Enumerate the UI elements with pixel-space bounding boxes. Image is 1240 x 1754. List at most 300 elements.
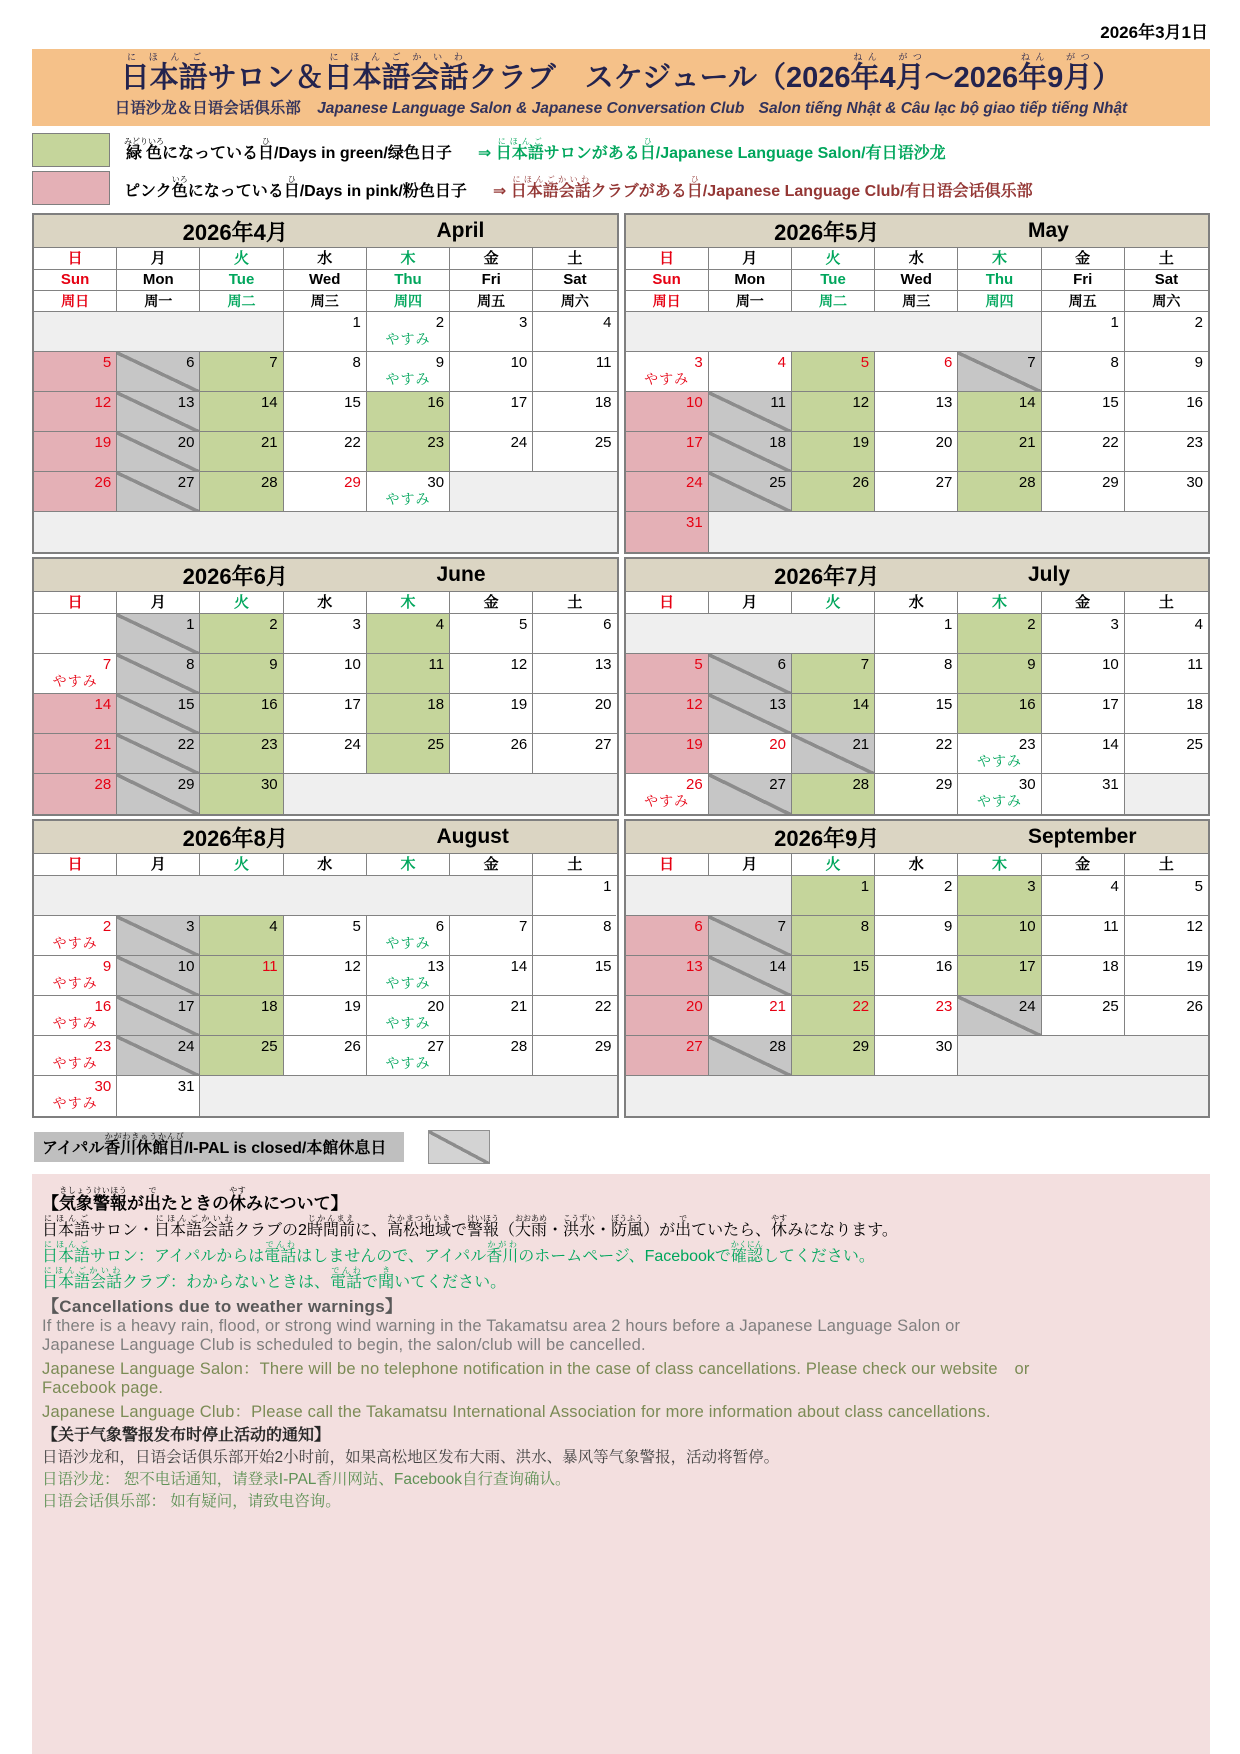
weekday-label: 金 <box>1042 248 1125 270</box>
weekday-label: 土 <box>533 248 616 270</box>
closed-day-cell <box>709 654 792 694</box>
week-row <box>626 956 1209 996</box>
weekday-label: Sat <box>533 270 616 291</box>
week-row <box>626 392 1209 432</box>
day-number: 24 <box>1018 998 1036 1016</box>
day-number: 14 <box>769 958 786 976</box>
day-cell <box>875 916 958 956</box>
day-cell <box>284 1036 367 1076</box>
weekday-label: Thu <box>958 270 1041 291</box>
empty-cells <box>958 1036 1208 1076</box>
empty-cells <box>626 312 1042 352</box>
day-number: 6 <box>186 354 195 372</box>
day-number: 9 <box>1194 354 1203 372</box>
day-cell <box>1042 916 1125 956</box>
weekday-label: 月 <box>709 592 792 614</box>
weather-note-body1-en: If there is a heavy rain, flood, or strong wind warning in the Takamatsu area 2 hours before a Japanese Language Salon or <box>42 1317 961 1336</box>
closed-day-cell <box>117 352 200 392</box>
weekday-label: Tue <box>792 270 875 291</box>
weekday-label: 周六 <box>1125 291 1208 312</box>
day-cell <box>34 916 117 956</box>
weekday-header-row <box>34 270 617 291</box>
day-number: 11 <box>1103 918 1119 936</box>
day-cell <box>200 432 283 472</box>
weekday-header-row <box>626 854 1209 876</box>
day-cell <box>792 774 875 814</box>
pink-day-swatch <box>32 171 110 205</box>
weekday-label: 月 <box>117 854 200 876</box>
day-number: 20 <box>594 696 612 714</box>
empty-cells <box>626 876 792 916</box>
day-number: 13 <box>686 958 703 976</box>
day-cell <box>533 734 616 774</box>
day-cell <box>450 312 533 352</box>
weather-note-club-cn: 日语会话俱乐部： 如有疑问，请致电咨询。 <box>42 1493 341 1511</box>
week-row <box>34 734 617 774</box>
weekday-label: Fri <box>450 270 533 291</box>
day-number: 4 <box>435 616 445 634</box>
day-cell <box>1125 916 1208 956</box>
day-cell <box>958 956 1041 996</box>
week-row <box>34 956 617 996</box>
day-cell <box>533 916 616 956</box>
calendar-may <box>624 213 1211 554</box>
week-row <box>626 654 1209 694</box>
day-number: 27 <box>177 474 195 492</box>
day-number: 7 <box>518 918 528 936</box>
notes-section <box>32 1174 1210 1754</box>
day-number: 12 <box>852 394 870 412</box>
month-title-en: May <box>1028 219 1069 243</box>
day-number: 9 <box>435 354 445 372</box>
weekday-label: Sun <box>34 270 117 291</box>
weekday-label: 火 <box>200 854 283 876</box>
day-cell <box>367 312 450 352</box>
day-number: 19 <box>686 736 703 754</box>
day-number: 4 <box>777 354 786 372</box>
day-cell <box>792 1036 875 1076</box>
yasumi-note: やすみ <box>52 1015 98 1032</box>
calendar-september <box>624 819 1211 1118</box>
day-cell <box>367 1036 450 1076</box>
day-cell <box>450 432 533 472</box>
day-number: 2 <box>435 314 445 332</box>
day-cell <box>34 352 117 392</box>
closed-day-cell <box>117 694 200 734</box>
day-cell <box>875 472 958 512</box>
calendar-april <box>32 213 619 554</box>
day-cell <box>367 694 450 734</box>
closed-day-cell <box>117 392 200 432</box>
day-cell <box>626 512 709 552</box>
legend <box>32 133 1210 205</box>
day-number: 14 <box>1018 394 1036 412</box>
day-cell <box>34 1076 117 1116</box>
week-row <box>34 1076 617 1116</box>
day-cell <box>958 614 1041 654</box>
day-number: 9 <box>944 918 953 936</box>
day-cell <box>1042 312 1125 352</box>
day-number: 12 <box>686 696 703 714</box>
empty-cells <box>34 512 617 552</box>
day-cell <box>875 432 958 472</box>
day-cell <box>367 352 450 392</box>
day-cell <box>1042 734 1125 774</box>
day-number: 8 <box>860 918 870 936</box>
day-cell <box>958 734 1041 774</box>
week-row <box>34 512 617 552</box>
day-number: 26 <box>510 736 528 754</box>
empty-cells <box>200 1076 616 1116</box>
week-row <box>34 614 617 654</box>
day-cell <box>284 734 367 774</box>
day-cell <box>1125 734 1208 774</box>
weekday-label: 木 <box>958 854 1041 876</box>
closed-day-cell <box>117 996 200 1036</box>
weekday-label: 火 <box>792 592 875 614</box>
day-cell <box>626 956 709 996</box>
day-number: 31 <box>177 1078 195 1096</box>
weekday-label: 周四 <box>958 291 1041 312</box>
month-title-en: August <box>436 825 509 849</box>
closed-day-cell <box>709 392 792 432</box>
day-cell <box>1125 694 1208 734</box>
day-cell <box>626 432 709 472</box>
day-cell <box>367 916 450 956</box>
day-number: 31 <box>686 514 703 532</box>
day-number: 18 <box>427 696 445 714</box>
day-cell <box>533 996 616 1036</box>
day-number: 1 <box>186 616 195 634</box>
day-number: 10 <box>510 354 528 372</box>
weekday-label: 日 <box>626 854 709 876</box>
day-number: 10 <box>1018 918 1036 936</box>
day-number: 18 <box>769 434 786 452</box>
day-number: 17 <box>344 696 361 714</box>
empty-cells <box>1125 774 1208 814</box>
day-cell <box>34 1036 117 1076</box>
weather-note-heading-cn: 【关于气象警报发布时停止活动的通知】 <box>42 1427 331 1445</box>
weekday-label: 木 <box>367 592 450 614</box>
empty-cells <box>626 1076 1209 1116</box>
day-number: 21 <box>1018 434 1036 452</box>
day-number: 9 <box>269 656 278 674</box>
day-number: 20 <box>177 434 195 452</box>
closed-day-cell <box>709 956 792 996</box>
day-number: 24 <box>510 434 528 452</box>
week-row <box>626 614 1209 654</box>
day-cell <box>792 654 875 694</box>
weather-note-club-jp: 日本語会話にほんごかいわクラブ：わからないときは、電話でんわで聞きいてください。 <box>42 1266 507 1292</box>
weekday-label: 月 <box>709 248 792 270</box>
week-row <box>626 734 1209 774</box>
day-number: 4 <box>269 918 278 936</box>
day-number: 13 <box>427 958 445 976</box>
day-number: 19 <box>94 434 112 452</box>
day-number: 5 <box>694 656 703 674</box>
weather-note-body2-en: Japanese Language Club is scheduled to begin, the salon/club will be cancelled. <box>42 1336 646 1355</box>
day-number: 23 <box>427 434 445 452</box>
day-cell <box>117 1076 200 1116</box>
day-cell <box>1125 956 1208 996</box>
day-number: 15 <box>594 958 612 976</box>
day-number: 5 <box>518 616 528 634</box>
day-number: 5 <box>860 354 870 372</box>
day-number: 30 <box>1018 776 1036 794</box>
subtitle-chinese: 日语沙龙＆日语会话俱乐部 <box>114 100 301 118</box>
day-cell <box>875 734 958 774</box>
day-number: 25 <box>594 434 612 452</box>
weekday-label: 周日 <box>34 291 117 312</box>
day-cell <box>284 614 367 654</box>
day-cell <box>1042 392 1125 432</box>
day-cell <box>626 694 709 734</box>
weekday-label: 水 <box>875 592 958 614</box>
weekday-label: Tue <box>200 270 283 291</box>
day-number: 11 <box>1187 656 1203 674</box>
day-cell <box>200 472 283 512</box>
day-cell <box>1125 614 1208 654</box>
day-number: 13 <box>935 394 953 412</box>
weekday-label: 周日 <box>626 291 709 312</box>
weekday-header-row <box>34 592 617 614</box>
day-number: 29 <box>935 776 953 794</box>
day-cell <box>1125 472 1208 512</box>
weather-note-body-cn: 日语沙龙和，日语会话俱乐部开始2小时前，如果高松地区发布大雨、洪水、暴风等气象警报，活动将暂停。 <box>42 1449 780 1467</box>
day-number: 20 <box>686 998 703 1016</box>
day-number: 24 <box>344 736 361 754</box>
closed-day-cell <box>709 916 792 956</box>
weekday-header-row <box>626 270 1209 291</box>
day-number: 27 <box>686 1038 703 1056</box>
day-number: 2 <box>1194 314 1203 332</box>
week-row <box>626 432 1209 472</box>
day-cell <box>284 694 367 734</box>
day-cell <box>34 432 117 472</box>
day-number: 23 <box>1186 434 1203 452</box>
yasumi-note: やすみ <box>976 793 1022 810</box>
day-cell <box>533 1036 616 1076</box>
day-number: 29 <box>594 1038 612 1056</box>
day-number: 11 <box>770 394 786 412</box>
yasumi-note: やすみ <box>52 975 98 992</box>
day-number: 29 <box>177 776 195 794</box>
day-number: 19 <box>344 998 361 1016</box>
day-cell <box>367 734 450 774</box>
day-number: 7 <box>860 656 870 674</box>
day-cell <box>1125 996 1208 1036</box>
day-cell <box>367 614 450 654</box>
closed-day-cell <box>958 996 1041 1036</box>
day-cell <box>367 956 450 996</box>
day-cell <box>792 956 875 996</box>
day-cell <box>875 1036 958 1076</box>
day-number: 8 <box>186 656 195 674</box>
closed-day-cell <box>792 734 875 774</box>
legend-desc-club: ⇒ 日本語会話にほんごかいわクラブがある日ひ/Japanese Language Club/有日语会话俱乐部 <box>492 175 1033 201</box>
day-number: 12 <box>510 656 528 674</box>
day-number: 8 <box>944 656 953 674</box>
weekday-label: 日 <box>626 248 709 270</box>
day-cell <box>875 876 958 916</box>
day-number: 4 <box>603 314 612 332</box>
day-number: 3 <box>186 918 195 936</box>
day-number: 3 <box>694 354 703 372</box>
month-title-jp: 2026年4月 <box>182 219 288 245</box>
day-number: 23 <box>94 1038 112 1056</box>
day-cell <box>626 392 709 432</box>
day-number: 14 <box>1102 736 1119 754</box>
day-number: 10 <box>686 394 703 412</box>
day-number: 9 <box>102 958 112 976</box>
day-cell <box>284 472 367 512</box>
day-cell <box>533 876 616 916</box>
closed-day-cell <box>709 472 792 512</box>
day-number: 2 <box>102 918 112 936</box>
day-cell <box>1042 956 1125 996</box>
day-cell <box>958 432 1041 472</box>
weather-note-salon-jp: 日本語にほんごサロン：アイパルからは電話でんわはしませんので、アイパル香川かがわのホームページ、Facebookで確認かくにんしてください。 <box>42 1240 875 1266</box>
day-number: 23 <box>1018 736 1036 754</box>
day-number: 20 <box>427 998 445 1016</box>
day-number: 26 <box>344 1038 361 1056</box>
weather-note-salon-cn: 日语沙龙： 恕不电话通知，请登录I-PAL香川网站、Facebook自行查询确认。 <box>42 1471 571 1489</box>
day-cell <box>1125 876 1208 916</box>
day-cell <box>200 1036 283 1076</box>
weekday-label: 日 <box>34 592 117 614</box>
day-number: 18 <box>594 394 612 412</box>
day-cell <box>792 432 875 472</box>
yasumi-note: やすみ <box>385 331 431 348</box>
day-cell <box>284 654 367 694</box>
legend-label-green: 緑色みどりいろになっている日ひ/Days in green/绿色日子 <box>124 137 452 163</box>
day-cell <box>875 614 958 654</box>
day-cell <box>34 654 117 694</box>
weekday-label: 土 <box>533 854 616 876</box>
day-cell <box>450 352 533 392</box>
day-number: 25 <box>427 736 445 754</box>
day-number: 25 <box>260 1038 278 1056</box>
day-number: 12 <box>344 958 361 976</box>
day-cell <box>284 916 367 956</box>
day-cell <box>1125 432 1208 472</box>
weekday-label: 木 <box>367 248 450 270</box>
closed-day-swatch <box>428 1130 490 1164</box>
day-cell <box>792 472 875 512</box>
closed-day-cell <box>709 432 792 472</box>
day-cell <box>367 392 450 432</box>
month-title-en: June <box>436 563 486 587</box>
day-number: 8 <box>352 354 361 372</box>
day-number: 3 <box>352 616 361 634</box>
day-number: 1 <box>860 878 870 896</box>
week-row <box>34 1036 617 1076</box>
day-number: 29 <box>852 1038 870 1056</box>
weekday-label: Fri <box>1042 270 1125 291</box>
weekday-label: Sun <box>626 270 709 291</box>
closed-day-cell <box>958 352 1041 392</box>
closed-day-cell <box>117 472 200 512</box>
day-number: 15 <box>344 394 361 412</box>
weekday-label: 周二 <box>200 291 283 312</box>
day-number: 10 <box>1102 656 1119 674</box>
weekday-header-row <box>626 592 1209 614</box>
day-number: 19 <box>510 696 528 714</box>
weekday-label: 水 <box>284 592 367 614</box>
day-number: 26 <box>852 474 870 492</box>
day-cell <box>792 352 875 392</box>
weather-note-heading-en: 【Cancellations due to weather warnings】 <box>42 1297 403 1317</box>
weekday-label: 日 <box>34 248 117 270</box>
day-cell <box>284 392 367 432</box>
day-cell <box>367 472 450 512</box>
day-cell <box>450 734 533 774</box>
day-cell <box>200 654 283 694</box>
day-cell <box>626 916 709 956</box>
calendar-august <box>32 819 619 1118</box>
week-row <box>626 352 1209 392</box>
day-number: 24 <box>686 474 703 492</box>
legend-row-club <box>32 171 1210 205</box>
weekday-label: 月 <box>709 854 792 876</box>
weekday-label: Wed <box>284 270 367 291</box>
weekday-label: 火 <box>792 854 875 876</box>
week-row <box>34 472 617 512</box>
weekday-label: Wed <box>875 270 958 291</box>
week-row <box>34 654 617 694</box>
day-cell <box>626 654 709 694</box>
day-cell <box>709 996 792 1036</box>
day-number: 4 <box>1194 616 1203 634</box>
month-titlebar <box>626 821 1209 854</box>
day-cell <box>626 1036 709 1076</box>
day-cell <box>450 956 533 996</box>
day-cell <box>626 352 709 392</box>
week-row <box>34 392 617 432</box>
day-cell <box>284 352 367 392</box>
day-cell <box>367 654 450 694</box>
day-cell <box>958 694 1041 734</box>
day-cell <box>533 432 616 472</box>
day-number: 14 <box>852 696 870 714</box>
day-cell <box>875 352 958 392</box>
day-number: 21 <box>94 736 112 754</box>
closed-day-cell <box>117 432 200 472</box>
day-number: 25 <box>1186 736 1203 754</box>
day-cell <box>1042 432 1125 472</box>
subtitle-english: Japanese Language Salon & Japanese Conversation Club <box>317 100 745 118</box>
weekday-label: 土 <box>1125 248 1208 270</box>
day-cell <box>34 774 117 814</box>
day-number: 28 <box>769 1038 786 1056</box>
weekday-header-row <box>626 248 1209 270</box>
day-cell <box>792 916 875 956</box>
day-number: 20 <box>935 434 953 452</box>
day-cell <box>533 694 616 734</box>
day-number: 5 <box>102 354 112 372</box>
day-cell <box>200 694 283 734</box>
day-cell <box>792 392 875 432</box>
day-number: 1 <box>352 314 361 332</box>
day-cell <box>626 996 709 1036</box>
week-row <box>626 996 1209 1036</box>
day-cell <box>450 916 533 956</box>
weekday-label: 金 <box>1042 592 1125 614</box>
weekday-label: Mon <box>709 270 792 291</box>
empty-cells <box>34 312 284 352</box>
day-number: 12 <box>94 394 112 412</box>
subtitle-vietnamese: Salon tiếng Nhật & Câu lạc bộ giao tiếp tiếng Nhật <box>758 100 1128 118</box>
